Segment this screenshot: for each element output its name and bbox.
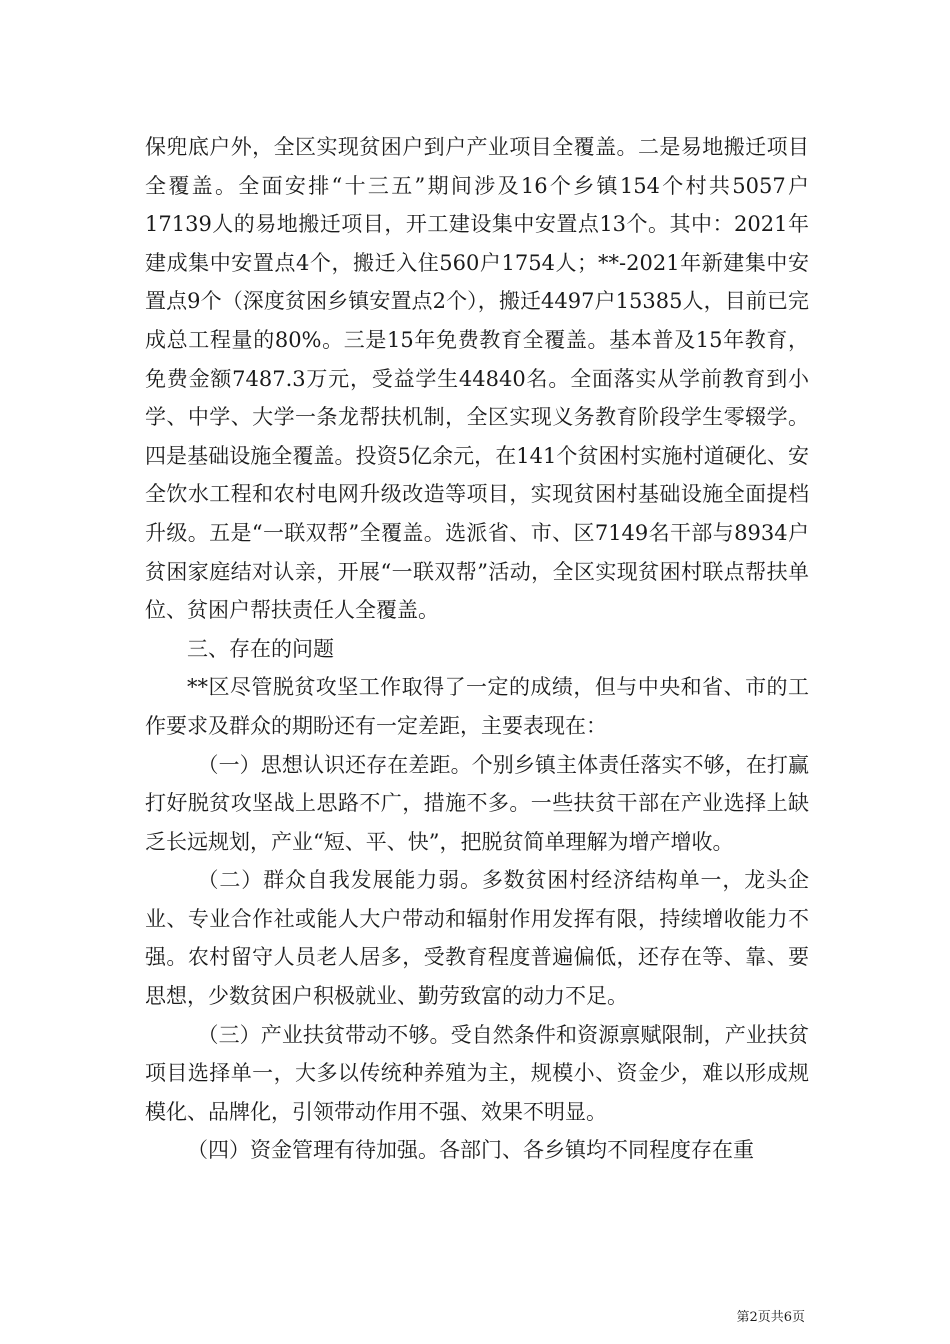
document-body [145, 128, 809, 1170]
paragraph-intro: **区尽管脱贫攻坚工作取得了一定的成绩，但与中央和省、市的工作要求及群众的期盼还有一定差距，主要表现在： [145, 675, 809, 738]
page-number: 第2页共6页 [736, 1310, 805, 1325]
paragraph-issue-2: （二）群众自我发展能力弱。多数贫困村经济结构单一，龙头企业、专业合作社或能人大户带动和辐射作用发挥有限，持续增收能力不强。农村留守人员老人居多，受教育程度普遍偏低，还存在等、靠、要思想，少数贫困户积极就业、勤劳致富的动力不足。 [145, 868, 809, 1009]
paragraph-continuation: 保兜底户外，全区实现贫困户到户产业项目全覆盖。二是易地搬迁项目全覆盖。全面安排“十三五”期间涉及16个乡镇154个村共5057户17139人的易地搬迁项目，开工建设集中安置点13个。其中：2021年建成集中安置点4个，搬迁入住560户1754人；**-2021年新建集中安置点9个（深度贫困乡镇安置点2个），搬迁4497户15385人，目前已完成总工程量的80%。三是15年免费教育全覆盖。基本普及15年教育，免费金额7487.3万元，受益学生44840名。全面落实从学前教育到小学、中学、大学一条龙帮扶机制，全区实现义务教育阶段学生零辍学。四是基础设施全覆盖。投资5亿余元，在141个贫困村实施村道硬化、安全饮水工程和农村电网升级改造等项目，实现贫困村基础设施全面提档升级。五是“一联双帮”全覆盖。选派省、市、区7149名干部与8934户贫困家庭结对认亲，开展“一联双帮”活动，全区实现贫困村联点帮扶单位、贫困户帮扶责任人全覆盖。 [145, 135, 809, 623]
paragraph-issue-3: （三）产业扶贫带动不够。受自然条件和资源禀赋限制，产业扶贫项目选择单一，大多以传统种养殖为主，规模小、资金少，难以形成规模化、品牌化，引领带动作用不强、效果不明显。 [145, 1022, 809, 1124]
paragraph-issue-1: （一）思想认识还存在差距。个别乡镇主体责任落实不够，在打赢打好脱贫攻坚战上思路不广，措施不多。一些扶贫干部在产业选择上缺乏长远规划，产业“短、平、快”，把脱贫简单理解为增产增收。 [145, 752, 809, 854]
section-heading: 三、存在的问题 [187, 636, 334, 661]
paragraph-issue-4: （四）资金管理有待加强。各部门、各乡镇均不同程度存在重 [187, 1138, 754, 1163]
